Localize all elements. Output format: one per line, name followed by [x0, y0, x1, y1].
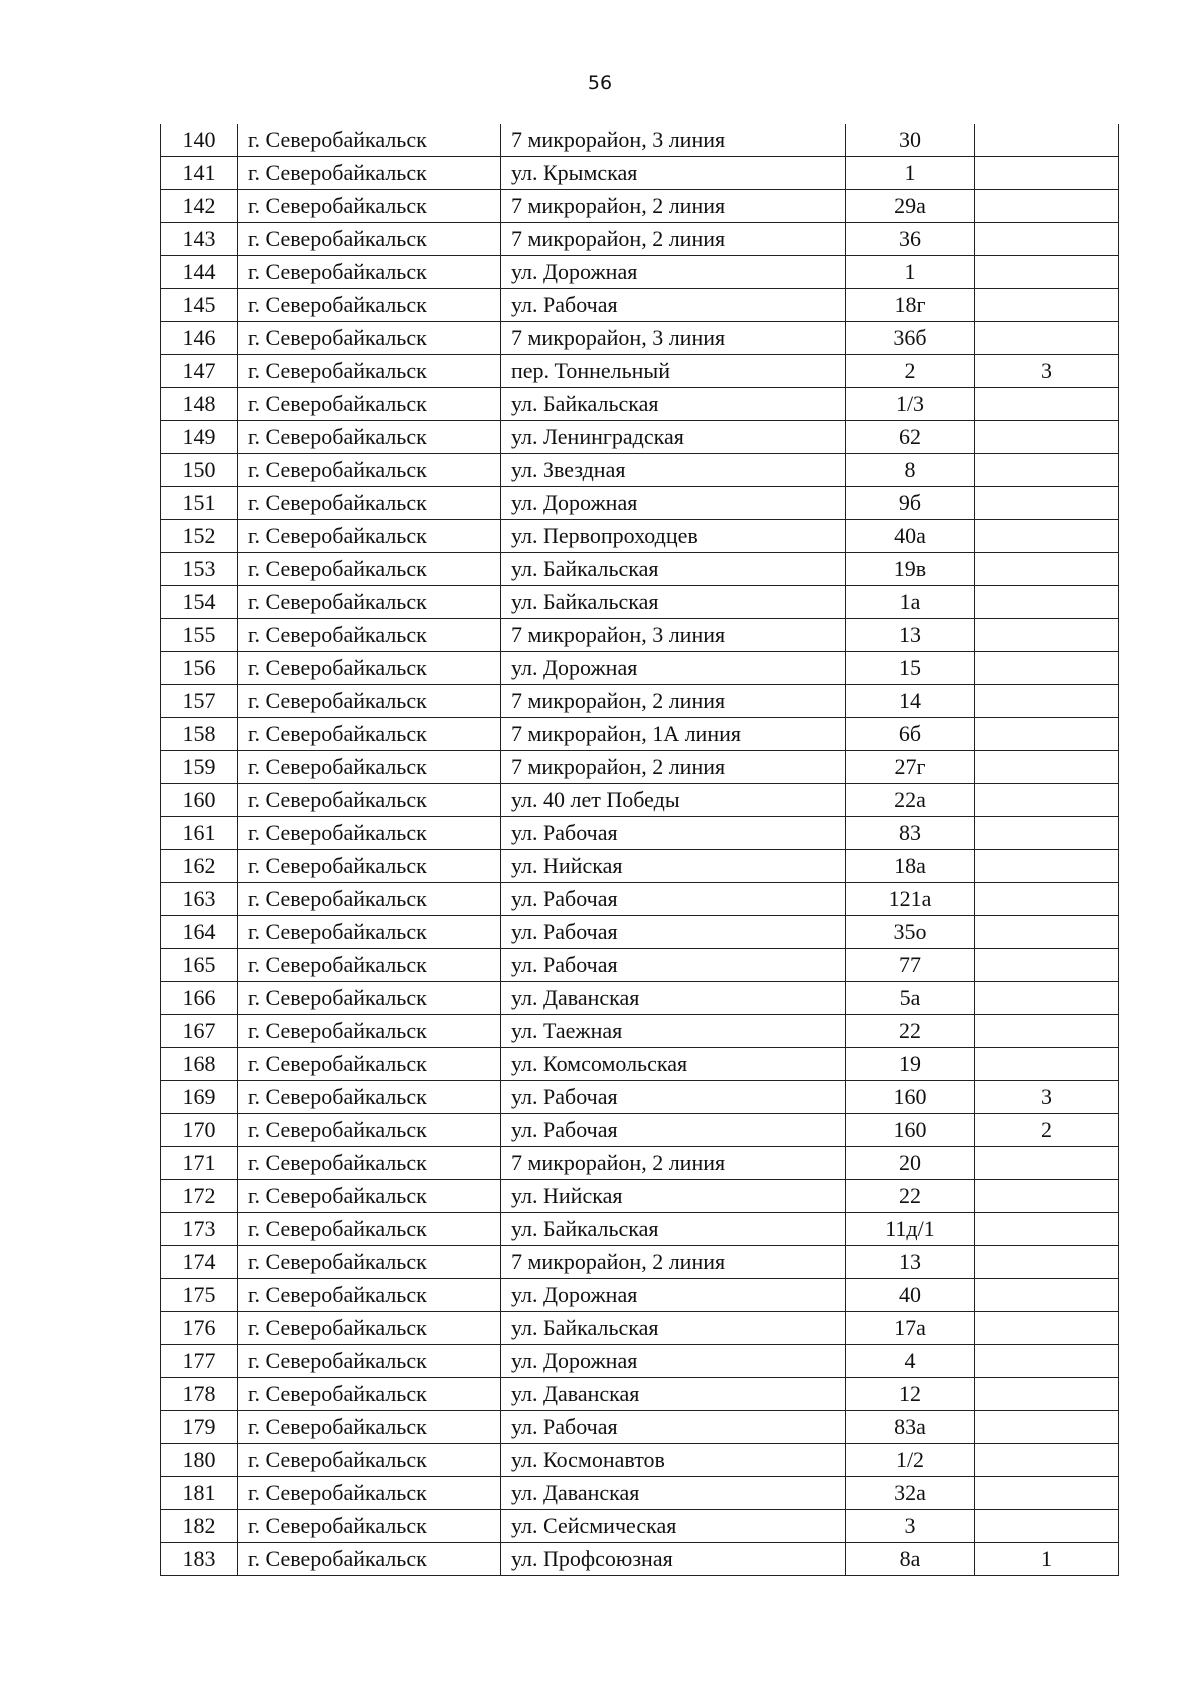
table-row — [161, 817, 1119, 850]
extra-cell — [975, 487, 1119, 520]
row-number: 154 — [161, 586, 238, 619]
city-cell: г. Северобайкальск — [238, 784, 501, 817]
row-number: 171 — [161, 1147, 238, 1180]
row-number: 142 — [161, 190, 238, 223]
city-cell: г. Северобайкальск — [238, 1015, 501, 1048]
street-cell: 7 микрорайон, 1А линия — [501, 718, 846, 751]
extra-cell — [975, 1477, 1119, 1510]
row-number: 183 — [161, 1543, 238, 1576]
extra-cell — [975, 388, 1119, 421]
table-row — [161, 124, 1119, 157]
house-number-cell: 160 — [846, 1081, 975, 1114]
extra-cell — [975, 1411, 1119, 1444]
city-cell: г. Северобайкальск — [238, 685, 501, 718]
table-row — [161, 586, 1119, 619]
street-cell: 7 микрорайон, 2 линия — [501, 1147, 846, 1180]
city-cell: г. Северобайкальск — [238, 1180, 501, 1213]
table-row — [161, 1081, 1119, 1114]
row-number: 146 — [161, 322, 238, 355]
house-number-cell: 5а — [846, 982, 975, 1015]
table-row — [161, 1411, 1119, 1444]
city-cell: г. Северобайкальск — [238, 1345, 501, 1378]
row-number: 144 — [161, 256, 238, 289]
extra-cell — [975, 784, 1119, 817]
house-number-cell: 36б — [846, 322, 975, 355]
house-number-cell: 40а — [846, 520, 975, 553]
street-cell: ул. Рабочая — [501, 916, 846, 949]
house-number-cell: 18г — [846, 289, 975, 322]
row-number: 161 — [161, 817, 238, 850]
extra-cell — [975, 916, 1119, 949]
street-cell: ул. Дорожная — [501, 1345, 846, 1378]
extra-cell — [975, 1015, 1119, 1048]
row-number: 164 — [161, 916, 238, 949]
house-number-cell: 4 — [846, 1345, 975, 1378]
row-number: 165 — [161, 949, 238, 982]
extra-cell — [975, 322, 1119, 355]
table-row — [161, 652, 1119, 685]
city-cell: г. Северобайкальск — [238, 454, 501, 487]
extra-cell — [975, 289, 1119, 322]
extra-cell — [975, 1345, 1119, 1378]
extra-cell — [975, 1048, 1119, 1081]
table-row — [161, 190, 1119, 223]
city-cell: г. Северобайкальск — [238, 190, 501, 223]
house-number-cell: 11д/1 — [846, 1213, 975, 1246]
house-number-cell: 2 — [846, 355, 975, 388]
city-cell: г. Северобайкальск — [238, 1114, 501, 1147]
street-cell: пер. Тоннельный — [501, 355, 846, 388]
street-cell: ул. Ленинградская — [501, 421, 846, 454]
table-row — [161, 619, 1119, 652]
row-number: 179 — [161, 1411, 238, 1444]
extra-cell — [975, 982, 1119, 1015]
street-cell: ул. Дорожная — [501, 487, 846, 520]
extra-cell — [975, 1510, 1119, 1543]
table-row — [161, 520, 1119, 553]
table-row — [161, 1510, 1119, 1543]
city-cell: г. Северобайкальск — [238, 619, 501, 652]
street-cell: ул. Рабочая — [501, 949, 846, 982]
house-number-cell: 77 — [846, 949, 975, 982]
table-row — [161, 1477, 1119, 1510]
house-number-cell: 1а — [846, 586, 975, 619]
city-cell: г. Северобайкальск — [238, 1213, 501, 1246]
row-number: 157 — [161, 685, 238, 718]
city-cell: г. Северобайкальск — [238, 817, 501, 850]
extra-cell — [975, 454, 1119, 487]
row-number: 181 — [161, 1477, 238, 1510]
extra-cell — [975, 190, 1119, 223]
table-row — [161, 1378, 1119, 1411]
row-number: 152 — [161, 520, 238, 553]
address-table — [160, 124, 1119, 1576]
row-number: 178 — [161, 1378, 238, 1411]
table-row — [161, 1015, 1119, 1048]
city-cell: г. Северобайкальск — [238, 1378, 501, 1411]
house-number-cell: 18а — [846, 850, 975, 883]
city-cell: г. Северобайкальск — [238, 322, 501, 355]
table-row — [161, 553, 1119, 586]
house-number-cell: 83 — [846, 817, 975, 850]
row-number: 145 — [161, 289, 238, 322]
table-row — [161, 850, 1119, 883]
city-cell: г. Северобайкальск — [238, 1411, 501, 1444]
house-number-cell: 20 — [846, 1147, 975, 1180]
city-cell: г. Северобайкальск — [238, 124, 501, 157]
extra-cell — [975, 619, 1119, 652]
city-cell: г. Северобайкальск — [238, 256, 501, 289]
extra-cell — [975, 718, 1119, 751]
street-cell: ул. Профсоюзная — [501, 1543, 846, 1576]
street-cell: 7 микрорайон, 3 линия — [501, 619, 846, 652]
table-row — [161, 1213, 1119, 1246]
table-row — [161, 685, 1119, 718]
city-cell: г. Северобайкальск — [238, 1147, 501, 1180]
street-cell: 7 микрорайон, 2 линия — [501, 223, 846, 256]
table-row — [161, 223, 1119, 256]
house-number-cell: 83а — [846, 1411, 975, 1444]
city-cell: г. Северобайкальск — [238, 1279, 501, 1312]
house-number-cell: 15 — [846, 652, 975, 685]
extra-cell — [975, 1180, 1119, 1213]
table-row — [161, 1180, 1119, 1213]
page-number: 56 — [587, 72, 613, 94]
house-number-cell: 1/2 — [846, 1444, 975, 1477]
extra-cell — [975, 1312, 1119, 1345]
extra-cell — [975, 157, 1119, 190]
row-number: 155 — [161, 619, 238, 652]
street-cell: 7 микрорайон, 3 линия — [501, 124, 846, 157]
house-number-cell: 29а — [846, 190, 975, 223]
street-cell: ул. Даванская — [501, 1477, 846, 1510]
row-number: 166 — [161, 982, 238, 1015]
street-cell: ул. Крымская — [501, 157, 846, 190]
table-row — [161, 916, 1119, 949]
extra-cell — [975, 421, 1119, 454]
row-number: 160 — [161, 784, 238, 817]
house-number-cell: 160 — [846, 1114, 975, 1147]
city-cell: г. Северобайкальск — [238, 1510, 501, 1543]
table-row — [161, 982, 1119, 1015]
extra-cell — [975, 1378, 1119, 1411]
table-row — [161, 355, 1119, 388]
table-row — [161, 1048, 1119, 1081]
city-cell: г. Северобайкальск — [238, 553, 501, 586]
street-cell: ул. Дорожная — [501, 256, 846, 289]
extra-cell — [975, 1246, 1119, 1279]
city-cell: г. Северобайкальск — [238, 982, 501, 1015]
address-table-body — [161, 124, 1119, 1576]
street-cell: ул. Рабочая — [501, 1114, 846, 1147]
street-cell: ул. Байкальская — [501, 553, 846, 586]
house-number-cell: 32а — [846, 1477, 975, 1510]
row-number: 156 — [161, 652, 238, 685]
row-number: 158 — [161, 718, 238, 751]
extra-cell — [975, 124, 1119, 157]
extra-cell — [975, 586, 1119, 619]
street-cell: ул. Дорожная — [501, 1279, 846, 1312]
row-number: 170 — [161, 1114, 238, 1147]
street-cell: 7 микрорайон, 3 линия — [501, 322, 846, 355]
city-cell: г. Северобайкальск — [238, 1312, 501, 1345]
city-cell: г. Северобайкальск — [238, 223, 501, 256]
street-cell: ул. Рабочая — [501, 289, 846, 322]
table-row — [161, 322, 1119, 355]
table-row — [161, 1147, 1119, 1180]
street-cell: ул. Таежная — [501, 1015, 846, 1048]
street-cell: ул. Даванская — [501, 982, 846, 1015]
extra-cell: 3 — [975, 1081, 1119, 1114]
city-cell: г. Северобайкальск — [238, 157, 501, 190]
row-number: 147 — [161, 355, 238, 388]
extra-cell: 3 — [975, 355, 1119, 388]
street-cell: 7 микрорайон, 2 линия — [501, 190, 846, 223]
street-cell: ул. Нийская — [501, 1180, 846, 1213]
table-row — [161, 718, 1119, 751]
city-cell: г. Северобайкальск — [238, 652, 501, 685]
table-row — [161, 1114, 1119, 1147]
extra-cell — [975, 1279, 1119, 1312]
street-cell: ул. 40 лет Победы — [501, 784, 846, 817]
table-row — [161, 1345, 1119, 1378]
house-number-cell: 13 — [846, 619, 975, 652]
house-number-cell: 12 — [846, 1378, 975, 1411]
row-number: 143 — [161, 223, 238, 256]
street-cell: ул. Байкальская — [501, 388, 846, 421]
row-number: 140 — [161, 124, 238, 157]
house-number-cell: 40 — [846, 1279, 975, 1312]
table-row — [161, 784, 1119, 817]
house-number-cell: 121а — [846, 883, 975, 916]
table-row — [161, 1543, 1119, 1576]
row-number: 162 — [161, 850, 238, 883]
house-number-cell: 1 — [846, 256, 975, 289]
street-cell: ул. Нийская — [501, 850, 846, 883]
extra-cell: 2 — [975, 1114, 1119, 1147]
table-row — [161, 256, 1119, 289]
extra-cell — [975, 1213, 1119, 1246]
table-row — [161, 487, 1119, 520]
table-row — [161, 454, 1119, 487]
row-number: 168 — [161, 1048, 238, 1081]
city-cell: г. Северобайкальск — [238, 1477, 501, 1510]
street-cell: ул. Рабочая — [501, 1081, 846, 1114]
house-number-cell: 3 — [846, 1510, 975, 1543]
house-number-cell: 9б — [846, 487, 975, 520]
table-row — [161, 949, 1119, 982]
extra-cell — [975, 883, 1119, 916]
street-cell: ул. Байкальская — [501, 586, 846, 619]
extra-cell — [975, 751, 1119, 784]
table-row — [161, 1312, 1119, 1345]
house-number-cell: 62 — [846, 421, 975, 454]
house-number-cell: 1/3 — [846, 388, 975, 421]
city-cell: г. Северобайкальск — [238, 520, 501, 553]
table-row — [161, 1444, 1119, 1477]
extra-cell — [975, 520, 1119, 553]
street-cell: ул. Комсомольская — [501, 1048, 846, 1081]
street-cell: ул. Первопроходцев — [501, 520, 846, 553]
row-number: 163 — [161, 883, 238, 916]
extra-cell — [975, 1444, 1119, 1477]
house-number-cell: 14 — [846, 685, 975, 718]
table-row — [161, 1246, 1119, 1279]
street-cell: ул. Дорожная — [501, 652, 846, 685]
street-cell: ул. Рабочая — [501, 817, 846, 850]
city-cell: г. Северобайкальск — [238, 1444, 501, 1477]
house-number-cell: 22 — [846, 1015, 975, 1048]
house-number-cell: 19 — [846, 1048, 975, 1081]
table-row — [161, 289, 1119, 322]
city-cell: г. Северобайкальск — [238, 586, 501, 619]
row-number: 180 — [161, 1444, 238, 1477]
extra-cell — [975, 223, 1119, 256]
street-cell: ул. Даванская — [501, 1378, 846, 1411]
city-cell: г. Северобайкальск — [238, 421, 501, 454]
house-number-cell: 8 — [846, 454, 975, 487]
extra-cell — [975, 850, 1119, 883]
row-number: 173 — [161, 1213, 238, 1246]
extra-cell — [975, 553, 1119, 586]
row-number: 148 — [161, 388, 238, 421]
city-cell: г. Северобайкальск — [238, 751, 501, 784]
house-number-cell: 30 — [846, 124, 975, 157]
table-row — [161, 421, 1119, 454]
street-cell: ул. Байкальская — [501, 1312, 846, 1345]
house-number-cell: 13 — [846, 1246, 975, 1279]
house-number-cell: 22 — [846, 1180, 975, 1213]
street-cell: ул. Рабочая — [501, 883, 846, 916]
row-number: 176 — [161, 1312, 238, 1345]
row-number: 150 — [161, 454, 238, 487]
row-number: 175 — [161, 1279, 238, 1312]
row-number: 159 — [161, 751, 238, 784]
extra-cell — [975, 256, 1119, 289]
table-row — [161, 388, 1119, 421]
row-number: 182 — [161, 1510, 238, 1543]
row-number: 172 — [161, 1180, 238, 1213]
house-number-cell: 6б — [846, 718, 975, 751]
extra-cell: 1 — [975, 1543, 1119, 1576]
house-number-cell: 19в — [846, 553, 975, 586]
city-cell: г. Северобайкальск — [238, 916, 501, 949]
city-cell: г. Северобайкальск — [238, 388, 501, 421]
street-cell: ул. Космонавтов — [501, 1444, 846, 1477]
street-cell: ул. Рабочая — [501, 1411, 846, 1444]
city-cell: г. Северобайкальск — [238, 850, 501, 883]
street-cell: 7 микрорайон, 2 линия — [501, 685, 846, 718]
row-number: 169 — [161, 1081, 238, 1114]
city-cell: г. Северобайкальск — [238, 883, 501, 916]
house-number-cell: 22а — [846, 784, 975, 817]
table-row — [161, 883, 1119, 916]
city-cell: г. Северобайкальск — [238, 1048, 501, 1081]
row-number: 153 — [161, 553, 238, 586]
row-number: 177 — [161, 1345, 238, 1378]
row-number: 174 — [161, 1246, 238, 1279]
extra-cell — [975, 652, 1119, 685]
house-number-cell: 1 — [846, 157, 975, 190]
city-cell: г. Северобайкальск — [238, 355, 501, 388]
row-number: 151 — [161, 487, 238, 520]
extra-cell — [975, 685, 1119, 718]
house-number-cell: 17а — [846, 1312, 975, 1345]
table-row — [161, 751, 1119, 784]
house-number-cell: 35о — [846, 916, 975, 949]
row-number: 167 — [161, 1015, 238, 1048]
row-number: 149 — [161, 421, 238, 454]
extra-cell — [975, 1147, 1119, 1180]
extra-cell — [975, 949, 1119, 982]
extra-cell — [975, 817, 1119, 850]
row-number: 141 — [161, 157, 238, 190]
house-number-cell: 8а — [846, 1543, 975, 1576]
street-cell: 7 микрорайон, 2 линия — [501, 1246, 846, 1279]
city-cell: г. Северобайкальск — [238, 718, 501, 751]
city-cell: г. Северобайкальск — [238, 1543, 501, 1576]
street-cell: ул. Байкальская — [501, 1213, 846, 1246]
city-cell: г. Северобайкальск — [238, 1246, 501, 1279]
city-cell: г. Северобайкальск — [238, 487, 501, 520]
table-row — [161, 157, 1119, 190]
house-number-cell: 36 — [846, 223, 975, 256]
city-cell: г. Северобайкальск — [238, 949, 501, 982]
city-cell: г. Северобайкальск — [238, 1081, 501, 1114]
table-row — [161, 1279, 1119, 1312]
street-cell: ул. Звездная — [501, 454, 846, 487]
street-cell: ул. Сейсмическая — [501, 1510, 846, 1543]
house-number-cell: 27г — [846, 751, 975, 784]
city-cell: г. Северобайкальск — [238, 289, 501, 322]
street-cell: 7 микрорайон, 2 линия — [501, 751, 846, 784]
